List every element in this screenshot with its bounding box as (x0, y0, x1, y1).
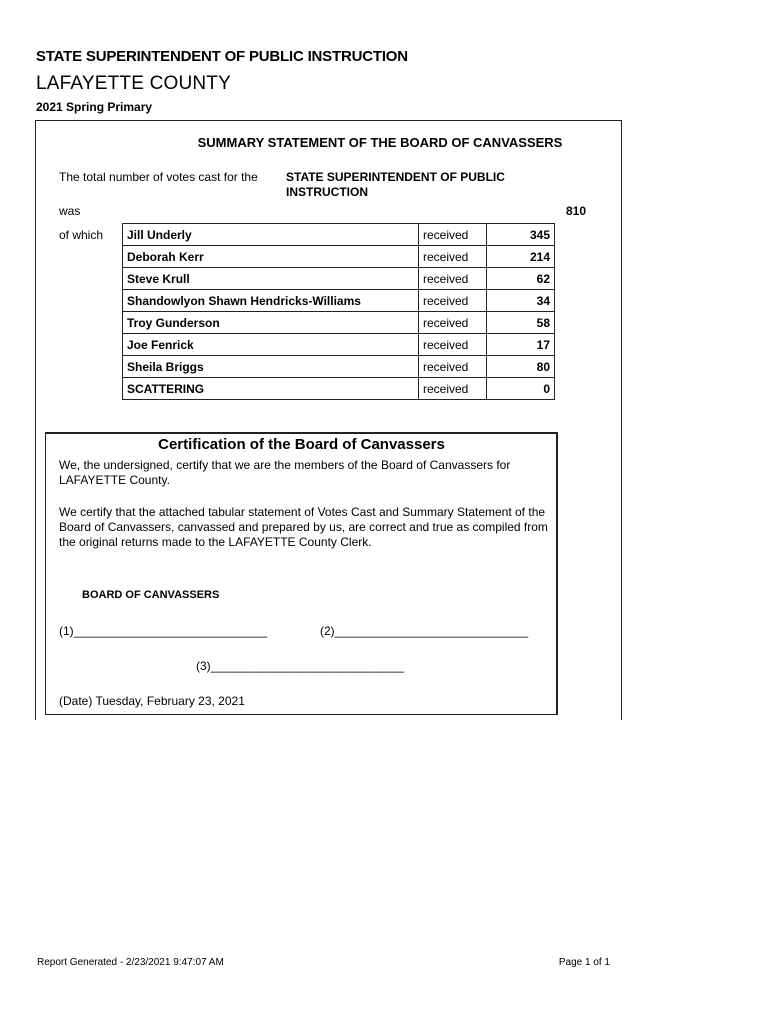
was-label: was (59, 204, 81, 218)
received-label: received (419, 378, 487, 400)
candidate-votes: 17 (487, 334, 555, 356)
certification-title: Certification of the Board of Canvassers (158, 436, 445, 453)
of-which-label: of which (59, 228, 104, 242)
received-label: received (419, 224, 487, 246)
page-number: Page 1 of 1 (558, 957, 610, 968)
table-row (123, 268, 555, 290)
county-title: LAFAYETTE COUNTY (36, 73, 231, 94)
certification-date: (Date) Tuesday, February 23, 2021 (59, 694, 245, 708)
candidate-votes: 62 (487, 268, 555, 290)
total-votes: 810 (565, 204, 586, 218)
total-lead-text: The total number of votes cast for the (59, 170, 258, 184)
table-row (123, 356, 555, 378)
certification-paragraph-2: We certify that the attached tabular statement of Votes Cast and Summary Statement of the Board of Canvassers, canvassed and prepared by us, are correct and true as compiled from the original returns made to the LAFAYETTE County Clerk. (59, 505, 548, 549)
certification-paragraph-1: We, the undersigned, certify that we are the members of the Board of Canvassers for LAFAYETTE County. (59, 458, 511, 487)
candidate-votes: 345 (487, 224, 555, 246)
table-row (123, 378, 555, 400)
candidate-name: Troy Gunderson (123, 312, 419, 334)
table-row (123, 224, 555, 246)
received-label: received (419, 356, 487, 378)
received-label: received (419, 290, 487, 312)
candidate-name: Joe Fenrick (123, 334, 419, 356)
candidate-name: Steve Krull (123, 268, 419, 290)
board-of-canvassers-label: BOARD OF CANVASSERS (82, 589, 220, 601)
candidate-votes: 80 (487, 356, 555, 378)
signature-line-2: (2)_____________________________ (320, 624, 529, 638)
received-label: received (419, 268, 487, 290)
candidate-name: Shandowlyon Shawn Hendricks-Williams (123, 290, 419, 312)
received-label: received (419, 334, 487, 356)
table-row (123, 290, 555, 312)
candidate-votes: 34 (487, 290, 555, 312)
election-title: 2021 Spring Primary (36, 100, 153, 114)
office-title: STATE SUPERINTENDENT OF PUBLIC INSTRUCTION (36, 48, 408, 65)
candidate-name: SCATTERING (123, 378, 419, 400)
table-row (123, 334, 555, 356)
table-row (123, 246, 555, 268)
received-label: received (419, 312, 487, 334)
received-label: received (419, 246, 487, 268)
candidate-name: Jill Underly (123, 224, 419, 246)
results-table (122, 223, 555, 400)
table-row (123, 312, 555, 334)
signature-line-1: (1)_____________________________ (59, 624, 268, 638)
candidate-votes: 0 (487, 378, 555, 400)
summary-heading: SUMMARY STATEMENT OF THE BOARD OF CANVASSERS (197, 135, 563, 150)
candidate-votes: 214 (487, 246, 555, 268)
report-generated-text: Report Generated - 2/23/2021 9:47:07 AM (37, 957, 224, 968)
candidate-votes: 58 (487, 312, 555, 334)
contest-name: STATE SUPERINTENDENT OF PUBLIC INSTRUCTION (286, 170, 505, 199)
candidate-name: Deborah Kerr (123, 246, 419, 268)
signature-line-3: (3)_____________________________ (196, 659, 405, 673)
candidate-name: Sheila Briggs (123, 356, 419, 378)
